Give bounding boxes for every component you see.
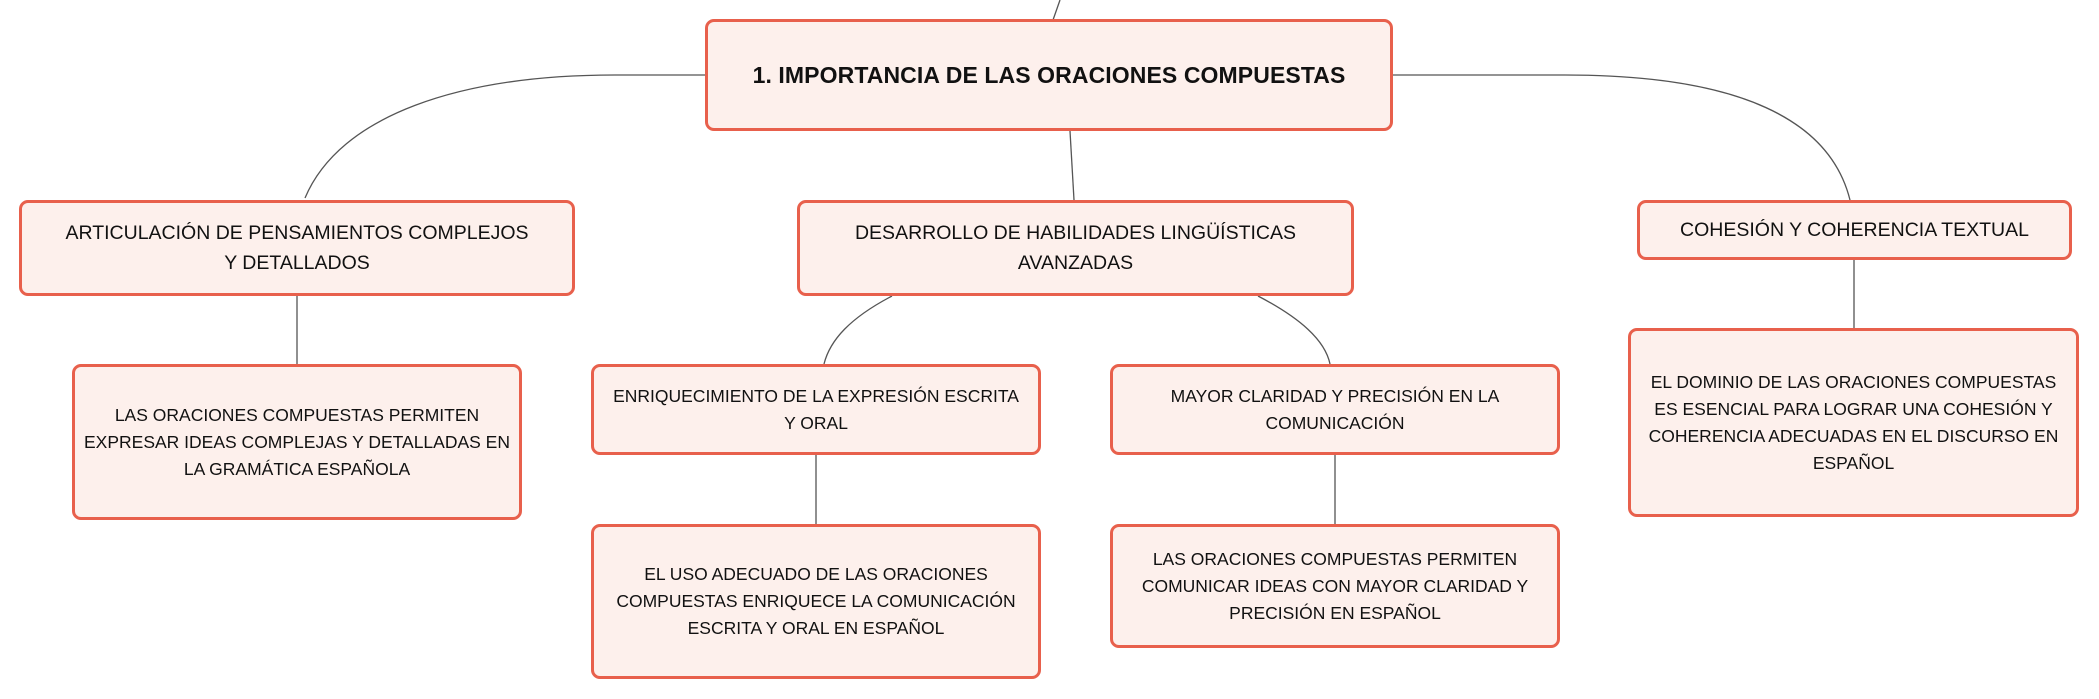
subtopic-enriquecimiento-node[interactable] xyxy=(591,364,1041,455)
topic-articulacion-node[interactable] xyxy=(19,200,575,296)
topic-cohesion-node[interactable] xyxy=(1637,200,2072,260)
connector-desarrollo-to-enriquecimiento xyxy=(824,296,892,364)
detail-articulacion-node[interactable] xyxy=(72,364,522,520)
root-topic-node[interactable] xyxy=(705,19,1393,131)
detail-articulacion-text: LAS ORACIONES COMPUESTAS PERMITEN EXPRESAR IDEAS COMPLEJAS Y DETALLADAS EN LA GRAMÁTICA ESPAÑOLA xyxy=(84,404,510,479)
detail-claridad-text: LAS ORACIONES COMPUESTAS PERMITEN COMUNICAR IDEAS CON MAYOR CLARIDAD Y PRECISIÓN EN ESPAÑOL xyxy=(1141,548,1529,623)
connector-desarrollo-to-claridad xyxy=(1258,296,1330,364)
connector-root-to-desarrollo xyxy=(1070,131,1074,200)
root-topic-label: 1. IMPORTANCIA DE LAS ORACIONES COMPUESTAS xyxy=(752,61,1346,88)
detail-cohesion-node[interactable] xyxy=(1628,328,2079,517)
subtopic-enriquecimiento-label: ENRIQUECIMIENTO DE LA EXPRESIÓN ESCRITA Y ORAL xyxy=(613,385,1019,433)
connector-root-to-cohesion xyxy=(1393,75,1850,200)
subtopic-claridad-node[interactable] xyxy=(1110,364,1560,455)
detail-enriquecimiento-node[interactable] xyxy=(591,524,1041,679)
detail-claridad-node[interactable] xyxy=(1110,524,1560,648)
topic-desarrollo-label: DESARROLLO DE HABILIDADES LINGÜÍSTICAS AVANZADAS xyxy=(854,222,1297,274)
connector-parent-to-root xyxy=(1053,0,1060,20)
connector-root-to-articulacion xyxy=(305,75,705,198)
detail-enriquecimiento-text: EL USO ADECUADO DE LAS ORACIONES COMPUESTAS ENRIQUECE LA COMUNICACIÓN ESCRITA Y ORAL EN ESPAÑOL xyxy=(616,564,1016,638)
topic-cohesion-label: COHESIÓN Y COHERENCIA TEXTUAL xyxy=(1680,219,2029,241)
topic-articulacion-label: ARTICULACIÓN DE PENSAMIENTOS COMPLEJOS Y DETALLADOS xyxy=(65,222,529,274)
detail-cohesion-text: EL DOMINIO DE LAS ORACIONES COMPUESTAS ES ESENCIAL PARA LOGRAR UNA COHESIÓN Y COHERENCIA ADECUADAS EN EL DISCURSO EN ESPAÑOL xyxy=(1648,371,2059,473)
subtopic-claridad-label: MAYOR CLARIDAD Y PRECISIÓN EN LA COMUNICACIÓN xyxy=(1170,385,1500,433)
topic-desarrollo-node[interactable] xyxy=(797,200,1354,296)
